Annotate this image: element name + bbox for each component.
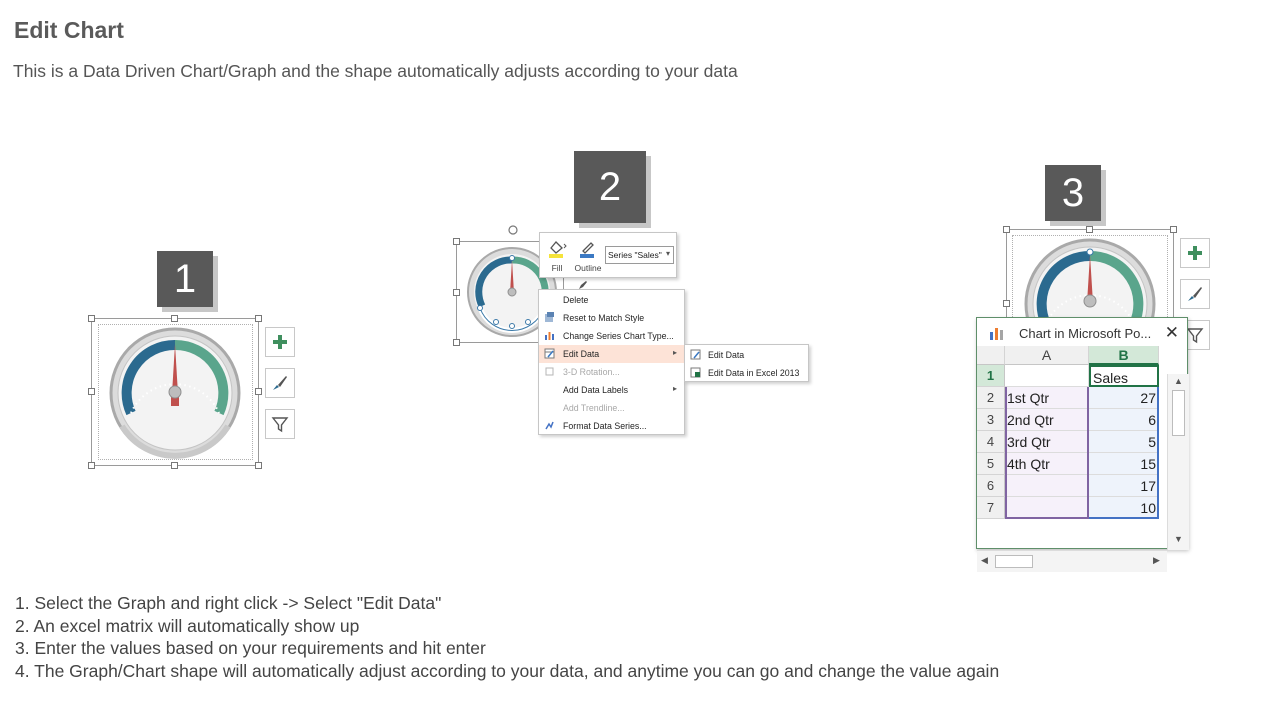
cell-b1[interactable] xyxy=(1089,365,1159,387)
resize-handle[interactable] xyxy=(255,315,262,322)
column-header-a[interactable] xyxy=(1005,346,1089,365)
chevron-right-icon: ▸ xyxy=(672,384,677,393)
menu-item-reset-to-match-style[interactable] xyxy=(539,309,684,327)
step-3-badge xyxy=(1045,165,1101,221)
funnel-filter-icon xyxy=(1186,326,1204,344)
edit-data-submenu xyxy=(684,344,809,382)
resize-handle[interactable] xyxy=(171,315,178,322)
cell-value: 4th Qtr xyxy=(1007,456,1050,472)
menu-item-label: Format Data Series... xyxy=(563,421,647,431)
scroll-right-icon[interactable]: ▶ xyxy=(1153,555,1160,565)
step-3-number: 3 xyxy=(1061,170,1085,215)
paintbrush-icon xyxy=(1185,284,1205,304)
close-icon[interactable]: ✕ xyxy=(1164,323,1179,342)
gauge-chart[interactable] xyxy=(108,326,242,460)
resize-handle[interactable] xyxy=(88,462,95,469)
chart-filters-button[interactable] xyxy=(265,409,295,439)
row-number: 4 xyxy=(986,434,995,449)
chart-icon xyxy=(989,326,1005,340)
rotation-icon xyxy=(544,366,555,377)
paint-bucket-icon xyxy=(546,239,568,259)
excel-icon xyxy=(690,367,701,378)
series-range-border-b xyxy=(1089,387,1159,519)
row-header[interactable] xyxy=(977,409,1005,431)
scroll-thumb[interactable] xyxy=(1172,390,1185,436)
paintbrush-icon xyxy=(270,373,290,393)
format-series-icon xyxy=(544,420,555,431)
select-all-corner[interactable] xyxy=(977,346,1005,365)
resize-handle[interactable] xyxy=(255,462,262,469)
bar-chart-icon xyxy=(544,330,555,341)
row-header[interactable] xyxy=(977,365,1005,387)
column-header-label: A xyxy=(1041,347,1052,363)
page-title: Edit Chart xyxy=(14,17,124,43)
cell-value: 3rd Qtr xyxy=(1007,434,1051,450)
menu-item-edit-data[interactable] xyxy=(539,345,684,363)
menu-item-label: Delete xyxy=(563,295,589,305)
row-header[interactable] xyxy=(977,475,1005,497)
cell-value: 5 xyxy=(1148,434,1156,450)
outline-label: Outline xyxy=(574,263,602,273)
menu-item-label: Reset to Match Style xyxy=(563,313,645,323)
scroll-up-icon[interactable]: ▲ xyxy=(1174,376,1183,386)
submenu-item-label: Edit Data xyxy=(708,350,745,360)
menu-item-label: Add Data Labels xyxy=(563,385,629,395)
edit-data-icon xyxy=(544,348,555,359)
column-header-label: B xyxy=(1118,347,1129,363)
instruction-item: 4. The Graph/Chart shape will automatically adjust according to your data, and anytime you can go and change the value again xyxy=(15,660,1000,681)
scroll-down-icon[interactable]: ▼ xyxy=(1174,534,1183,544)
menu-item-label: 3-D Rotation... xyxy=(563,367,620,377)
cell-value: 6 xyxy=(1148,412,1156,428)
series-range-border-a xyxy=(1005,387,1089,519)
page-subtitle: This is a Data Driven Chart/Graph and the shape automatically adjusts according to your data xyxy=(13,61,738,81)
resize-handle[interactable] xyxy=(171,462,178,469)
menu-item-delete[interactable] xyxy=(539,291,684,309)
chevron-right-icon: ▸ xyxy=(672,348,677,357)
submenu-item-edit-data[interactable] xyxy=(685,346,808,364)
excel-data-window xyxy=(976,317,1188,565)
instruction-item: 3. Enter the values based on your requirements and hit enter xyxy=(15,638,486,658)
fill-button[interactable] xyxy=(542,237,572,275)
chevron-down-icon: ▾ xyxy=(665,249,670,258)
column-header-b[interactable] xyxy=(1089,346,1159,365)
excel-title: Chart in Microsoft Po... xyxy=(1019,326,1152,341)
menu-item-label: Change Series Chart Type... xyxy=(563,331,674,341)
row-header[interactable] xyxy=(977,453,1005,475)
resize-handle[interactable] xyxy=(1003,300,1010,307)
row-number: 3 xyxy=(986,412,995,427)
cell-value: 2nd Qtr xyxy=(1007,412,1054,428)
row-header[interactable] xyxy=(977,387,1005,409)
resize-handle[interactable] xyxy=(1003,226,1010,233)
cell-value: 27 xyxy=(1140,390,1156,406)
chart-styles-button[interactable] xyxy=(1180,279,1210,309)
instruction-item: 2. An excel matrix will automatically show up xyxy=(15,615,360,636)
step-2-number: 2 xyxy=(598,164,622,209)
scroll-thumb[interactable] xyxy=(995,555,1033,568)
step-1-badge xyxy=(157,251,213,307)
outline-button[interactable] xyxy=(573,237,603,275)
menu-item-3d-rotation xyxy=(539,363,684,381)
step-1-number: 1 xyxy=(173,256,197,301)
submenu-item-edit-data-in-excel[interactable] xyxy=(685,364,808,382)
chart-elements-button[interactable] xyxy=(1180,238,1210,268)
resize-handle[interactable] xyxy=(1170,226,1177,233)
horizontal-scrollbar[interactable] xyxy=(977,550,1167,572)
pen-outline-icon xyxy=(577,239,599,259)
plus-icon xyxy=(1186,244,1204,262)
resize-handle[interactable] xyxy=(453,238,460,245)
cell-value: 15 xyxy=(1140,456,1156,472)
cell-value: 10 xyxy=(1140,500,1156,516)
cell-value: 17 xyxy=(1140,478,1156,494)
instruction-item: 1. Select the Graph and right click -> Select "Edit Data" xyxy=(15,593,442,613)
context-menu xyxy=(538,289,685,435)
row-number: 7 xyxy=(986,500,995,515)
plus-icon xyxy=(271,333,289,351)
cell-a1[interactable] xyxy=(1005,365,1089,387)
chart-styles-button[interactable] xyxy=(265,368,295,398)
cell-value: Sales xyxy=(1093,370,1129,386)
series-select[interactable] xyxy=(605,246,674,264)
submenu-item-label: Edit Data in Excel 2013 xyxy=(708,368,800,378)
resize-handle[interactable] xyxy=(453,339,460,346)
cell-value: 1st Qtr xyxy=(1007,390,1050,406)
mini-format-toolbar xyxy=(539,232,677,278)
spreadsheet-grid xyxy=(977,346,1189,565)
rotate-handle-icon[interactable] xyxy=(507,224,519,236)
reset-style-icon xyxy=(544,312,555,323)
excel-title-bar[interactable] xyxy=(977,318,1187,346)
series-select-value: Series "Sales" xyxy=(608,250,662,260)
vertical-scrollbar[interactable] xyxy=(1167,374,1189,550)
chart-elements-button[interactable] xyxy=(265,327,295,357)
scroll-left-icon[interactable]: ◀ xyxy=(981,555,988,565)
resize-handle[interactable] xyxy=(88,388,95,395)
instructions-list xyxy=(15,592,999,682)
row-header[interactable] xyxy=(977,497,1005,519)
menu-item-change-series-chart-type[interactable] xyxy=(539,327,684,345)
row-number: 6 xyxy=(986,478,995,493)
menu-item-format-data-series[interactable] xyxy=(539,417,684,435)
row-number: 1 xyxy=(986,368,995,383)
resize-handle[interactable] xyxy=(255,388,262,395)
row-number: 5 xyxy=(986,456,995,471)
row-header[interactable] xyxy=(977,431,1005,453)
resize-handle[interactable] xyxy=(88,315,95,322)
row-number: 2 xyxy=(986,390,995,405)
menu-item-label: Add Trendline... xyxy=(563,403,625,413)
edit-data-icon xyxy=(690,349,701,360)
menu-item-add-trendline xyxy=(539,399,684,417)
resize-handle[interactable] xyxy=(1086,226,1093,233)
menu-item-label: Edit Data xyxy=(563,349,600,359)
menu-item-add-data-labels[interactable] xyxy=(539,381,684,399)
step-2-badge xyxy=(574,151,646,223)
fill-label: Fill xyxy=(551,263,563,273)
resize-handle[interactable] xyxy=(453,289,460,296)
funnel-filter-icon xyxy=(271,415,289,433)
